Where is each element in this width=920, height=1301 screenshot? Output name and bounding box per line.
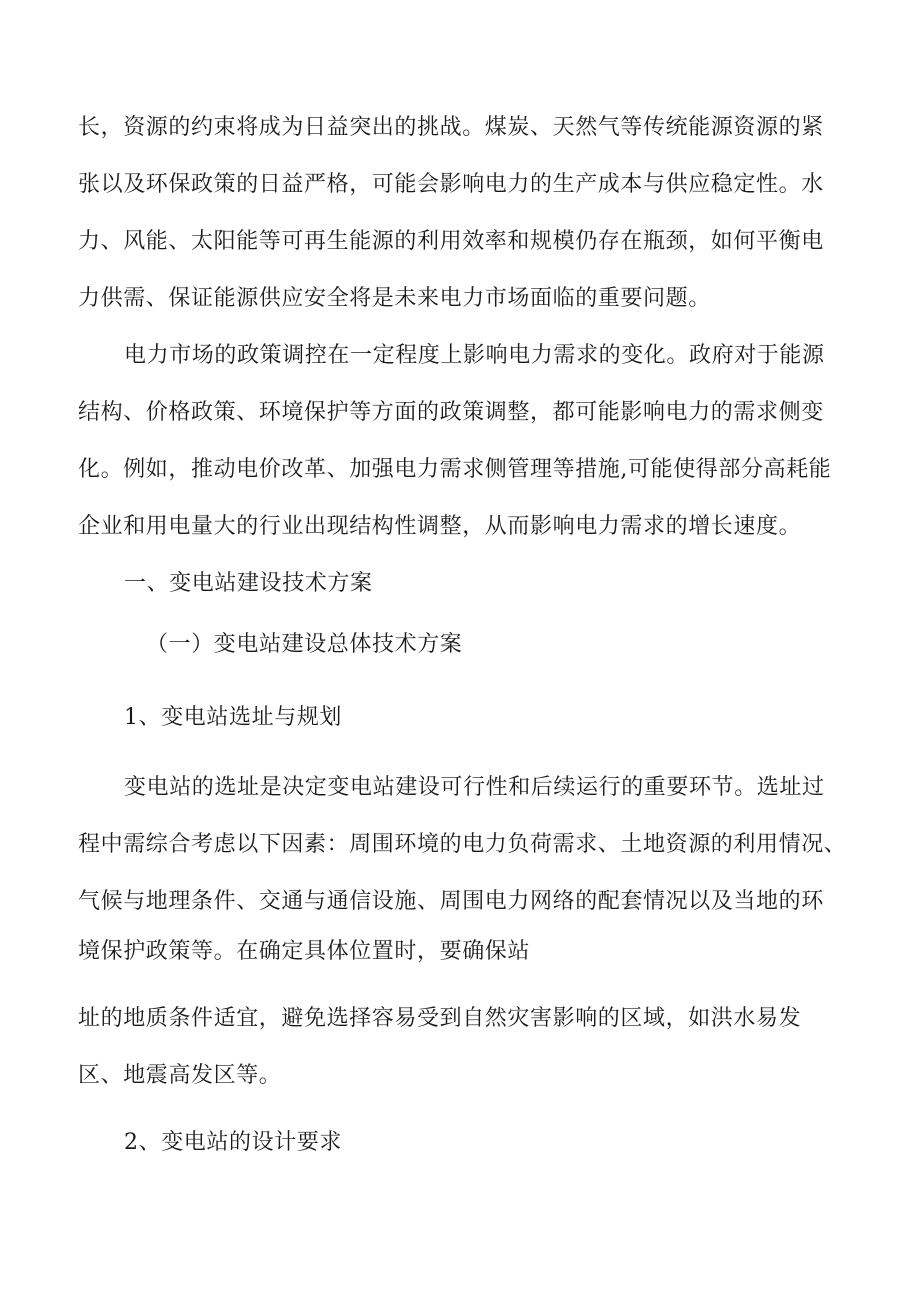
paragraph-1-line-1: 长，资源的约束将成为日益突出的挑战。煤炭、天然气等传统能源资源的紧 [78, 115, 824, 140]
paragraph-1-line-3: 力、风能、太阳能等可再生能源的利用效率和规模仍存在瓶颈，如何平衡电 [78, 229, 824, 254]
paragraph-4-line-2: 区、地震高发区等。 [78, 1063, 282, 1088]
section-heading-1: 一、变电站建设技术方案 [124, 571, 373, 596]
paragraph-2-line-3: 化。例如，推动电价改革、加强电力需求侧管理等措施,可能使得部分高耗能 [78, 457, 832, 482]
paragraph-1-line-4: 力供需、保证能源供应安全将是未来电力市场面临的重要问题。 [78, 286, 711, 311]
section-heading-3: 1、变电站选址与规划 [124, 705, 342, 730]
paragraph-3-line-1: 变电站的选址是决定变电站建设可行性和后续运行的重要环节。选址过 [124, 775, 825, 800]
paragraph-2-line-4: 企业和用电量大的行业出现结构性调整，从而影响电力需求的增长速度。 [78, 514, 802, 539]
paragraph-2-line-1: 电力市场的政策调控在一定程度上影响电力需求的变化。政府对于能源 [124, 343, 825, 368]
paragraph-3-line-4: 境保护政策等。在确定具体位置时，要确保站 [78, 939, 531, 964]
paragraph-2-line-2: 结构、价格政策、环境保护等方面的政策调整，都可能影响电力的需求侧变 [78, 400, 824, 425]
paragraph-4-line-1: 址的地质条件适宜，避免选择容易受到自然灾害影响的区域，如洪水易发 [78, 1006, 802, 1031]
paragraph-3-line-2: 程中需综合考虑以下因素：周围环境的电力负荷需求、土地资源的利用情况、 [78, 832, 847, 857]
paragraph-1-line-2: 张以及环保政策的日益严格，可能会影响电力的生产成本与供应稳定性。水 [78, 172, 824, 197]
section-heading-2: （一）变电站建设总体技术方案 [146, 632, 463, 657]
section-heading-4: 2、变电站的设计要求 [124, 1130, 342, 1155]
paragraph-3-line-3: 气候与地理条件、交通与通信设施、周围电力网络的配套情况以及当地的环 [78, 889, 824, 914]
